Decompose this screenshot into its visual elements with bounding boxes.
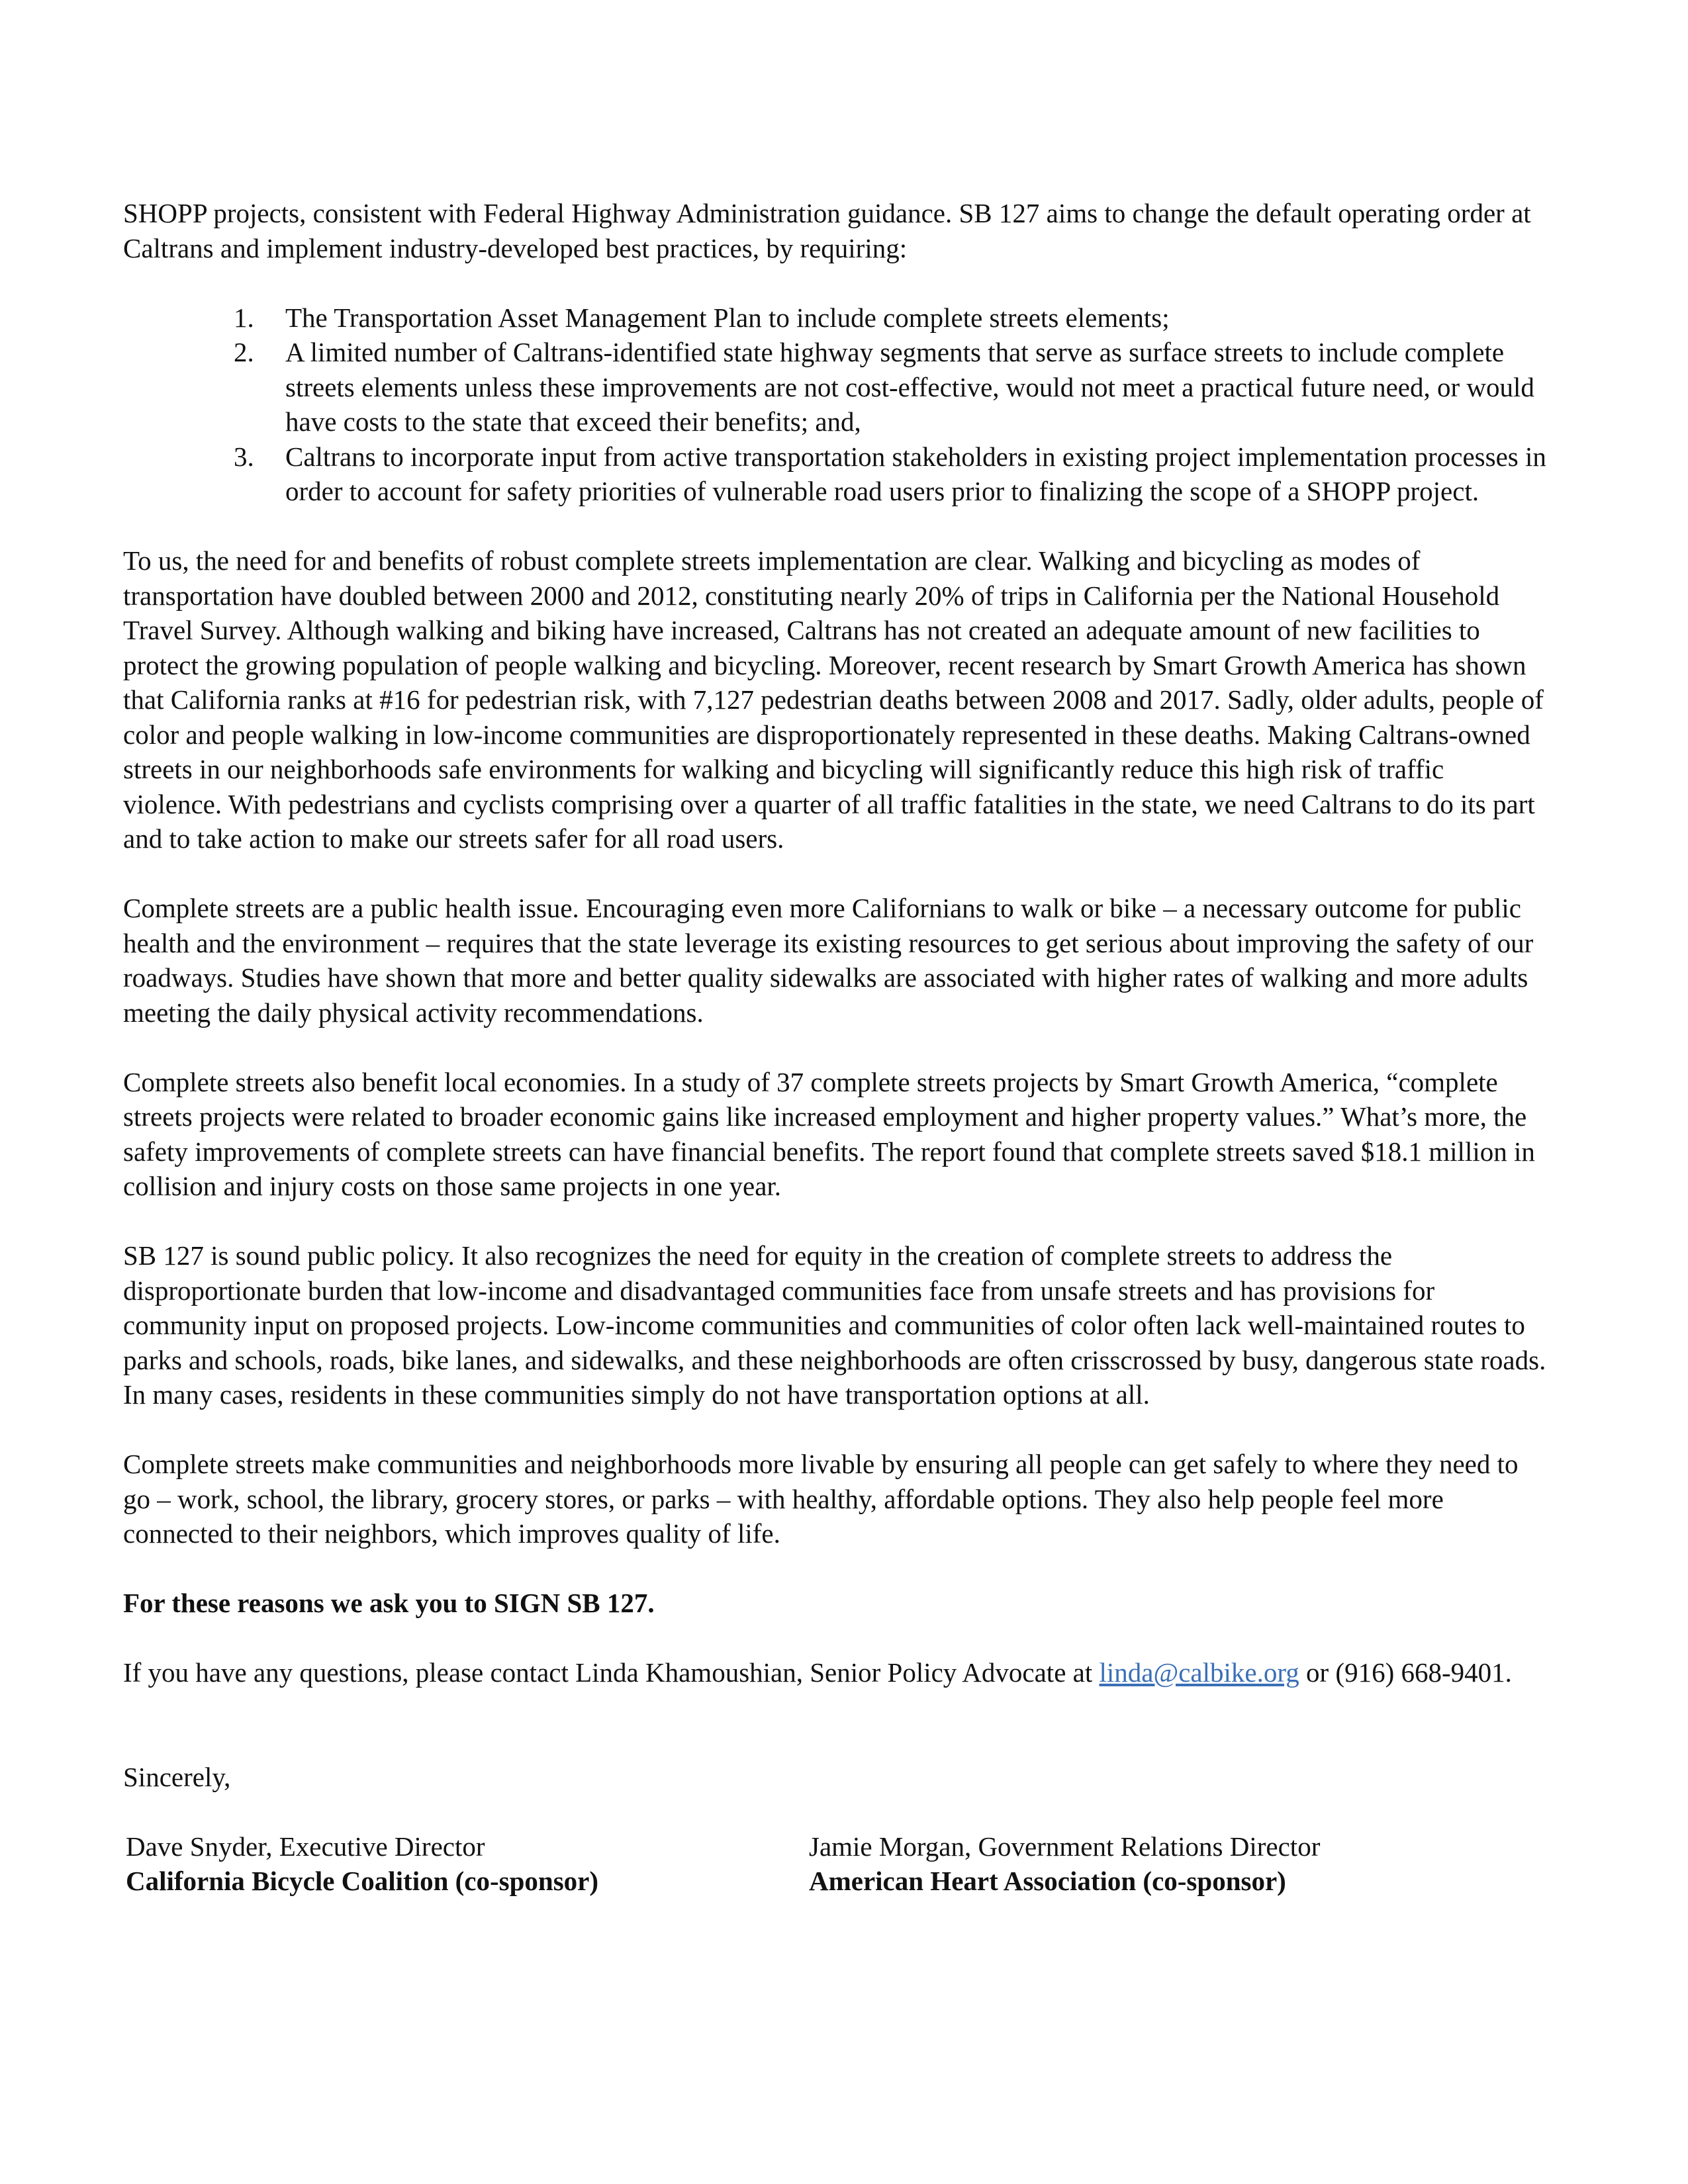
contact-paragraph — [123, 1655, 1546, 1690]
email-link[interactable]: linda@calbike.org — [1099, 1657, 1299, 1688]
list-item-number: 3. — [234, 441, 254, 472]
salutation: Sincerely, — [123, 1761, 231, 1792]
list-item-text: Caltrans to incorporate input from active transportation stakeholders in existing project implementation processes in order to account for safety priorities of vulnerable road users prior to finalizing the scope of a SHOPP project. — [285, 441, 1546, 506]
letter-body — [123, 196, 1546, 1902]
contact-text: If you have any questions, please contact Linda Khamoushian, Senior Policy Advocate at — [123, 1657, 1100, 1688]
intro-paragraph: SHOPP projects, consistent with Federal Highway Administration guidance. SB 127 aims to change the default operating order at Caltrans and implement industry-developed best practices, by requiring: — [123, 198, 1531, 263]
list-item — [123, 335, 1546, 439]
list-item — [123, 300, 1546, 336]
list-item-text: The Transportation Asset Management Plan to include complete streets elements; — [285, 302, 1170, 333]
signatory-left — [126, 1829, 598, 1899]
signatory-name: Jamie Morgan, Government Relations Director — [809, 1831, 1321, 1862]
signatory-organization: California Bicycle Coalition (co-sponsor) — [126, 1866, 599, 1896]
list-item-number: 1. — [234, 302, 254, 333]
livability-paragraph: Complete streets make communities and neighborhoods more livable by ensuring all people can get safely to where they need to go – work, school, the library, grocery stores, or parks – with healthy, affordable options. They also help people feel more connected to their neighbors, which improves quality of life. — [123, 1449, 1519, 1549]
signatory-right — [809, 1829, 1320, 1899]
sign-request: For these reasons we ask you to SIGN SB 127. — [123, 1588, 655, 1618]
public-health-paragraph: Complete streets are a public health issue. Encouraging even more Californians to walk or bike – a necessary outcome for public health and the environment – requires that the state leverage its existing resources to get serious about improving the safety of our roadways. Studies have shown that more and better quality sidewalks are associated with higher rates of walking and more adults meeting the daily physical activity recommendations. — [123, 893, 1534, 1028]
equity-paragraph: SB 127 is sound public policy. It also recognizes the need for equity in the creation of complete streets to address the disproportionate burden that low-income and disadvantaged communities face from unsafe streets and has provisions for community input on proposed projects. Low-income communities and communities of color often lack well-maintained routes to parks and schools, roads, bike lanes, and sidewalks, and these neighborhoods are often crisscrossed by busy, dangerous state roads. In many cases, residents in these communities simply do not have transportation options at all. — [123, 1240, 1546, 1410]
spacer — [123, 1725, 1546, 1760]
signatory-name: Dave Snyder, Executive Director — [126, 1831, 485, 1862]
list-item — [123, 439, 1546, 509]
requirements-list — [123, 300, 1546, 509]
list-item-number: 2. — [234, 337, 254, 367]
economies-paragraph: Complete streets also benefit local economies. In a study of 37 complete streets projects by Smart Growth America, “complete streets projects were related to broader economic gains like increased employment and higher property values.” What’s more, the safety improvements of complete streets can have financial benefits. The report found that complete streets saved $18.1 million in collision and injury costs on those same projects in one year. — [123, 1066, 1535, 1201]
list-item-text: A limited number of Caltrans-identified state highway segments that serve as surface streets to include complete streets elements unless these improvements are not cost-effective, would not meet a practical future need, or would have costs to the state that exceed their benefits; and, — [285, 337, 1534, 437]
signature-block — [123, 1829, 1546, 1902]
signatory-organization: American Heart Association (co-sponsor) — [809, 1866, 1286, 1896]
contact-phone: or (916) 668-9401. — [1299, 1657, 1512, 1688]
need-paragraph: To us, the need for and benefits of robust complete streets implementation are clear. Walking and bicycling as modes of transportation have doubled between 2000 and 2012, constituting nearly 20% of trips in California per the National Household Travel Survey. Although walking and biking have increased, Caltrans has not created an adequate amount of new facilities to protect the growing population of people walking and bicycling. Moreover, recent research by Smart Growth America has shown that California ranks at #16 for pedestrian risk, with 7,127 pedestrian deaths between 2008 and 2017. Sadly, older adults, people of color and people walking in low-income communities are disproportionately represented in these deaths. Making Caltrans-owned streets in our neighborhoods safe environments for walking and bicycling will significantly reduce this high risk of traffic violence. With pedestrians and cyclists comprising over a quarter of all traffic fatalities in the state, we need Caltrans to do its part and to take action to make our streets safer for all road users. — [123, 545, 1544, 854]
